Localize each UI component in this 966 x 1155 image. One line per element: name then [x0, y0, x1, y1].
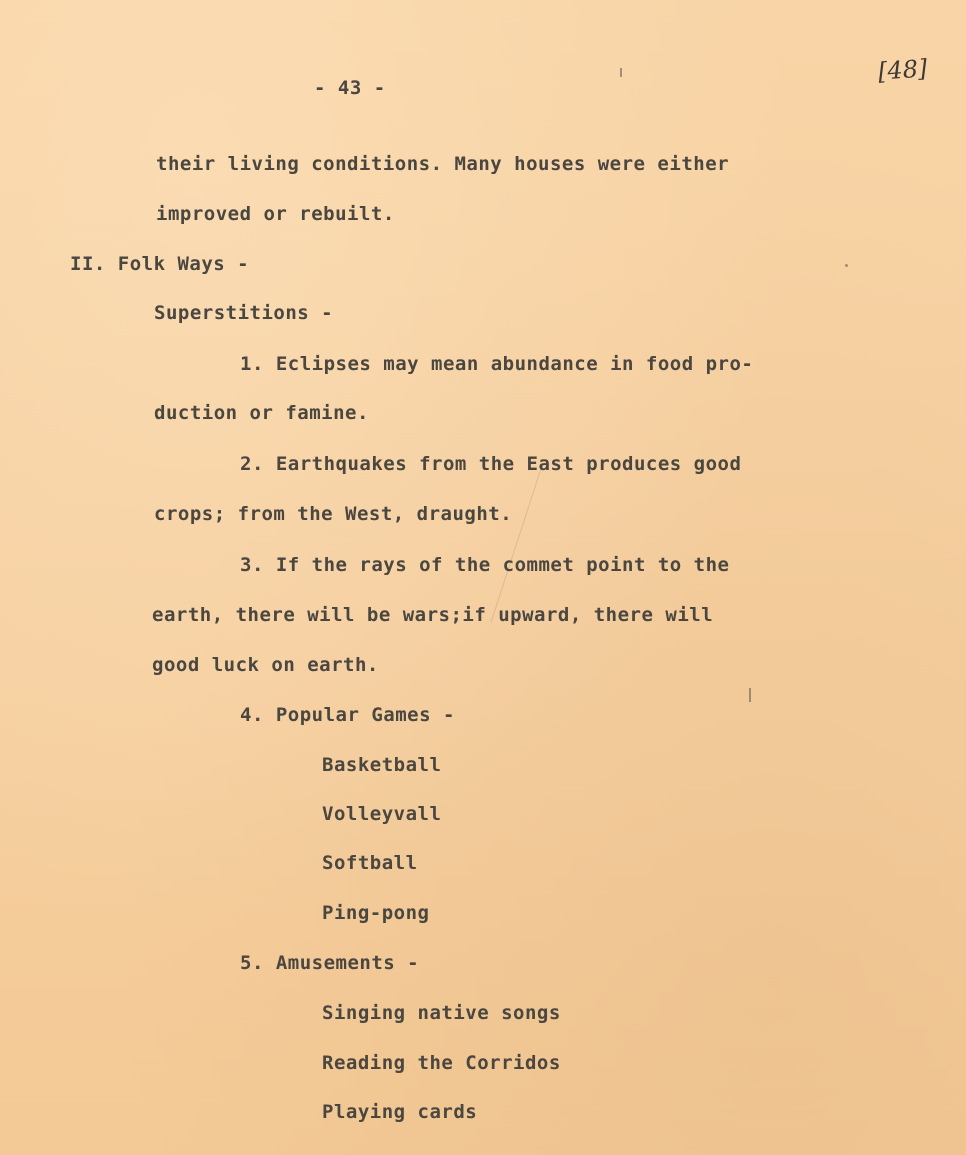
- game-item: Volleyvall: [322, 803, 442, 825]
- list-item-3-continued: earth, there will be wars;if upward, there will: [152, 604, 714, 626]
- paper-speck: [749, 688, 751, 702]
- text-line-2: improved or rebuilt.: [156, 203, 395, 225]
- amusement-item: Playing cards: [322, 1101, 478, 1123]
- game-item: Basketball: [322, 754, 442, 776]
- game-item: Softball: [322, 852, 418, 874]
- handwritten-page-annotation: [48]: [877, 54, 929, 86]
- paper-speck: [620, 68, 622, 77]
- faint-pencil-stroke: [491, 470, 541, 622]
- list-item-4-heading: 4. Popular Games -: [240, 704, 455, 726]
- list-item-3-continued-2: good luck on earth.: [152, 654, 379, 676]
- list-item-3: 3. If the rays of the commet point to the: [240, 554, 730, 576]
- list-item-5-heading: 5. Amusements -: [240, 952, 420, 974]
- list-item-2: 2. Earthquakes from the East produces good: [240, 453, 742, 475]
- amusement-item: Singing native songs: [322, 1002, 561, 1024]
- list-item-1-continued: duction or famine.: [154, 402, 369, 424]
- list-item-1: 1. Eclipses may mean abundance in food pro-: [240, 353, 754, 375]
- game-item: Ping-pong: [322, 902, 430, 924]
- paper-speck: [845, 264, 848, 267]
- section-heading-folk-ways: II. Folk Ways -: [70, 253, 250, 275]
- page-number: - 43 -: [314, 77, 386, 99]
- amusement-item: Reading the Corridos: [322, 1052, 561, 1074]
- text-line-1: their living conditions. Many houses were either: [156, 153, 730, 175]
- subheading-superstitions: Superstitions -: [154, 302, 334, 324]
- list-item-2-continued: crops; from the West, draught.: [154, 503, 513, 525]
